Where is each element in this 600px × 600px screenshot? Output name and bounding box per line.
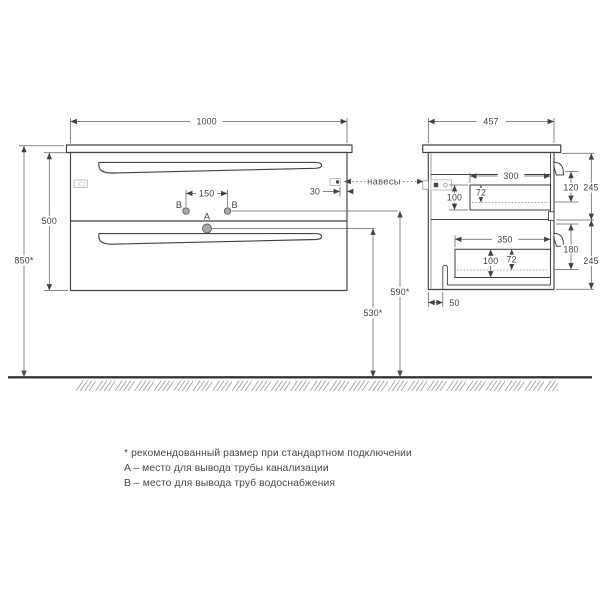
floor — [8, 377, 592, 391]
dim-upper-drawer-height-label: 100 — [446, 192, 463, 203]
dim-width-label: 1000 — [196, 116, 217, 127]
dim-pipe-offset-label: 50 — [449, 297, 460, 308]
side-handle-profile-lower — [554, 233, 564, 246]
supply-point-b-left — [183, 208, 189, 214]
side-view — [423, 117, 600, 308]
dim-upper-section-label: 245 — [583, 182, 599, 193]
dim-holes-spacing-label: 150 — [199, 188, 215, 199]
dim-carcass-height-label: 500 — [41, 216, 57, 227]
front-countertop — [67, 145, 353, 153]
dim-total-height-label: 850* — [14, 255, 34, 266]
dim-lower-drawer-inner-label: 72 — [506, 254, 517, 265]
dim-lower-drawer-width-label: 350 — [497, 234, 513, 245]
point-b-left-label: B — [175, 200, 182, 210]
dim-hanger-inset-label: 30 — [309, 186, 320, 197]
front-view — [11, 117, 424, 377]
footnote-point-a: A – место для вывода трубы канализации — [124, 463, 329, 475]
dim-drain-height-label: 530* — [363, 308, 383, 318]
dim-upper-drawer-width-label: 300 — [503, 171, 519, 182]
footnotes — [124, 446, 412, 492]
side-front-gap — [549, 212, 555, 221]
dim-lower-front-label: 180 — [563, 244, 579, 255]
hanger-icon-right — [330, 179, 341, 186]
supply-point-b-right — [224, 208, 230, 214]
dim-depth-label: 457 — [483, 116, 499, 127]
hangers-label: навесы — [367, 175, 401, 187]
point-a-label: A — [203, 211, 211, 222]
dim-upper-front-label: 120 — [563, 182, 579, 193]
hanger-icon-left — [74, 180, 88, 188]
side-handle-profile-upper — [554, 162, 564, 175]
footnote-point-b: B – место для вывода труб водоснабжения — [124, 478, 336, 490]
dim-lower-drawer-height-label: 100 — [483, 256, 499, 266]
point-b-right-label: B — [231, 200, 238, 210]
footnote-recommended-size: * рекомендованный размер при стандартном подключении — [124, 448, 412, 459]
hanger-icon-side — [423, 180, 452, 190]
dim-upper-drawer-inner-label: 72 — [475, 187, 487, 198]
side-countertop — [423, 145, 561, 153]
drain-point-a — [203, 224, 212, 233]
dim-lower-section-label: 245 — [583, 255, 599, 266]
floor-hatching — [76, 380, 558, 391]
dim-supply-height-label: 590* — [390, 287, 410, 297]
